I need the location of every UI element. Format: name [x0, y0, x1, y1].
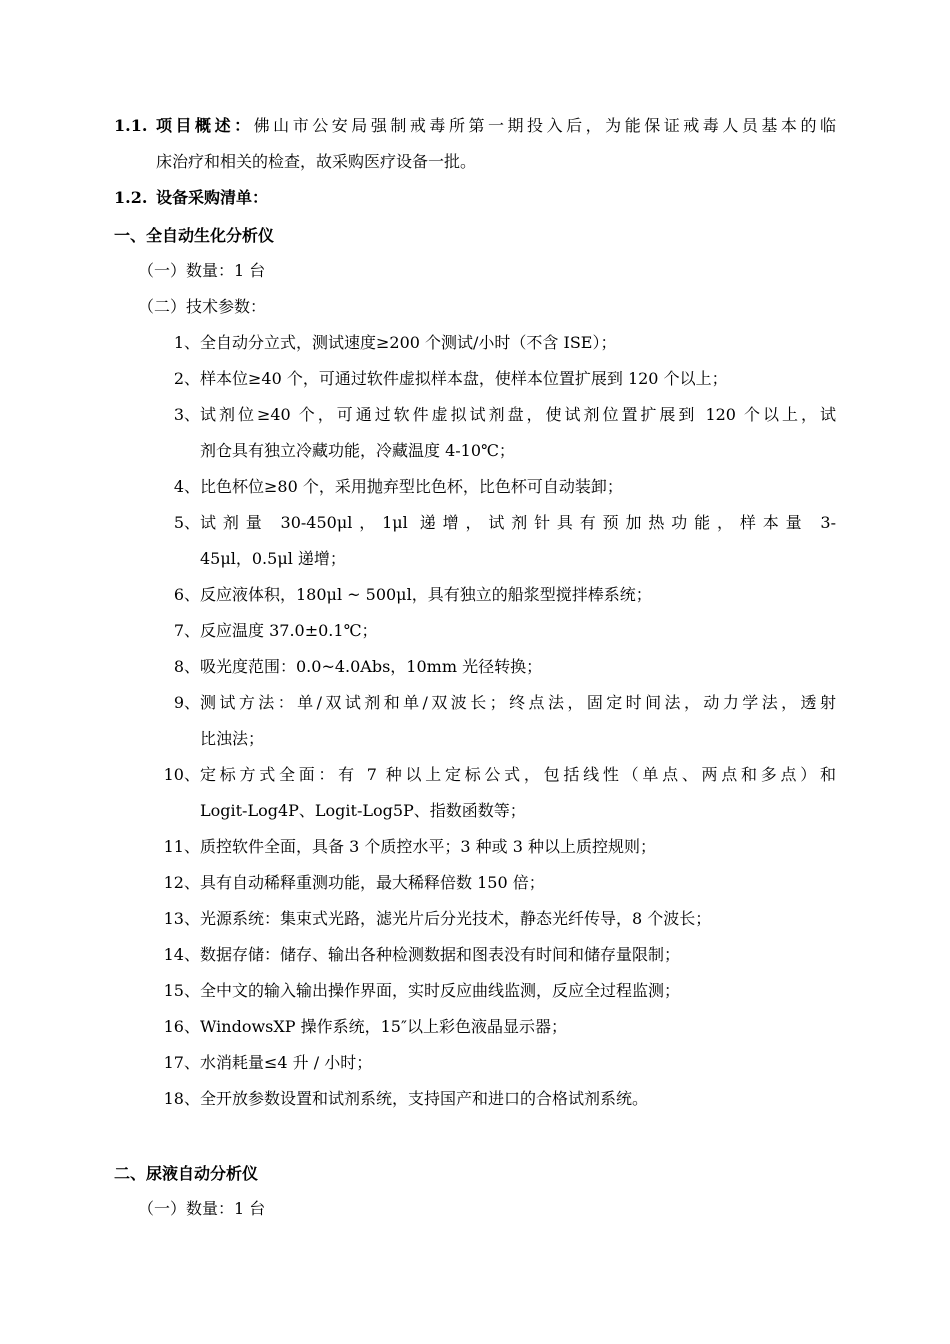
list-item-text: 具有自动稀释重测功能，最大稀释倍数 150 倍； [200, 873, 545, 892]
overview-text: 佛山市公安局强制戒毒所第一期投入后，为能保证戒毒人员基本的临 [253, 116, 836, 135]
list-item-number: 13、 [163, 909, 200, 928]
list-item-number: 4、 [173, 477, 200, 496]
list-item-number: 7、 [173, 621, 200, 640]
list-item-number: 8、 [173, 657, 200, 676]
list-item-text-continued: 剂仓具有独立冷藏功能，冷藏温度 4-10℃； [200, 441, 515, 460]
list-item-text-continued: 45μl，0.5μl 递增； [200, 549, 346, 568]
list-item-text: WindowsXP 操作系统，15″以上彩色液晶显示器； [200, 1017, 567, 1036]
list-item-number: 9、 [173, 693, 200, 712]
list-item-number: 5、 [173, 513, 200, 532]
list-item-number: 14、 [163, 945, 200, 964]
list-item-text: 测试方法：单/双试剂和单/双波长；终点法，固定时间法，动力学法，透射 [200, 693, 836, 712]
list-item-text: 试剂位≥40 个，可通过软件虚拟试剂盘，使试剂位置扩展到 120 个以上，试 [200, 405, 836, 424]
list-item-text-continued: 比浊法； [200, 729, 265, 748]
list-item-number: 11、 [163, 837, 200, 856]
section-number: 1.2. [114, 188, 148, 207]
list-item-number: 12、 [163, 873, 200, 892]
list-item-number: 1、 [173, 333, 200, 352]
list-item-text: 定标方式全面：有 7 种以上定标公式，包括线性（单点、两点和多点）和 [200, 765, 836, 784]
list-item-number: 15、 [163, 981, 200, 1000]
section-1-1-text [156, 114, 836, 138]
overview-text-continued: 床治疗和相关的检查，故采购医疗设备一批。 [156, 152, 477, 171]
list-item-text: 数据存储：储存、输出各种检测数据和图表没有时间和储存量限制； [200, 945, 681, 964]
list-item-number: 3、 [173, 405, 200, 424]
list-item-text: 质控软件全面，具备 3 个质控水平；3 种或 3 种以上质控规则； [200, 837, 656, 856]
list-item-number: 16、 [163, 1017, 200, 1036]
list-item-text: 反应温度 37.0±0.1℃； [200, 621, 378, 640]
section-label: 项目概述： [156, 116, 254, 135]
list-item-text: 反应液体积，180μl ~ 500μl，具有独立的船浆型搅拌棒系统； [200, 585, 652, 604]
list-item-text: 全开放参数设置和试剂系统，支持国产和进口的合格试剂系统。 [200, 1089, 649, 1108]
list-item-number: 17、 [163, 1053, 200, 1072]
list-item-text: 全中文的输入输出操作界面，实时反应曲线监测，反应全过程监测； [200, 981, 681, 1000]
list-item-text: 比色杯位≥80 个，采用抛弃型比色杯，比色杯可自动装卸； [200, 477, 623, 496]
list-item-number: 10、 [163, 765, 200, 784]
list-item-text-continued: Logit-Log4P、Logit-Log5P、指数函数等； [200, 801, 526, 820]
section-label: 设备采购清单： [156, 188, 269, 207]
list-item-text: 水消耗量≤4 升 / 小时； [200, 1053, 373, 1072]
document-page: 1.1. 项目概述：佛山市公安局强制戒毒所第一期投入后，为能保证戒毒人员基本的临 床治疗和相关的检查，故采购医疗设备一批。 1.2. 设备采购清单： 一、全自动生化分析仪 （一）数量：1 台 （二）技术参数： 1、 全自动分立式，测试速度≥200 个测试/小时（不含 ISE）； 2、 样本位≥40 个，可通过软件虚拟样本盘，使样本位置扩展到 120 个以上； 3、 试剂位≥40 个，可通过软件虚拟试剂盘，使试剂位置扩展到 120 个以上，试 剂仓具有独立冷藏功能，冷藏温度 4-10℃； 4、 比色杯位≥80 个，采用抛弃型比色杯，比色杯可自动装卸； 5、 试剂量 30-450μl，1μl 递增，试剂针具有预加热功能，样本量 3- 45μl，0.5μl 递增； 6、 反应液体积，180μl ~ 500μl，具有独立的船浆型搅拌棒系统； 7、 反应温度 37.0±0.1℃； 8、 吸光度范围：0.0~4.0Abs，10mm 光径转换； 9、 测试方法：单/双试剂和单/双波长；终点法，固定时间法，动力学法，透射 比浊法； 10、 定标方式全面：有 7 种以上定标公式，包括线性（单点、两点和多点）和 Logit-Log4P、Logit-Log5P、指数函数等； 11、 质控软件全面，具备 3 个质控水平；3 种或 3 种以上质控规则； 12、 具有自动稀释重测功能，最大稀释倍数 150 倍； 13、 光源系统：集束式光路，滤光片后分光技术，静态光纤传导，8 个波长； 14、 数据存储：储存、输出各种检测数据和图表没有时间和储存量限制； 15、 全中文的输入输出操作界面，实时反应曲线监测，反应全过程监测； 16、 WindowsXP 操作系统，15″以上彩色液晶显示器； 17、 水消耗量≤4 升 / 小时； 18、 全开放参数设置和试剂系统，支持国产和进口的合格试剂系统。 二、尿液自动分析仪 （一）数量：1 台 [114, 116, 836, 1218]
list-item-text: 试剂量 30-450μl，1μl 递增，试剂针具有预加热功能，样本量 3- [200, 513, 836, 532]
list-item-text: 吸光度范围：0.0~4.0Abs，10mm 光径转换； [200, 657, 543, 676]
list-item-text: 样本位≥40 个，可通过软件虚拟样本盘，使样本位置扩展到 120 个以上； [200, 369, 728, 388]
list-item-text: 全自动分立式，测试速度≥200 个测试/小时（不含 ISE）； [200, 333, 617, 352]
list-item-text: 光源系统：集束式光路，滤光片后分光技术，静态光纤传导，8 个波长； [200, 909, 712, 928]
section-number: 1.1. [114, 116, 148, 135]
list-item-number: 6、 [173, 585, 200, 604]
list-item-number: 2、 [173, 369, 200, 388]
list-item-number: 18、 [163, 1089, 200, 1108]
